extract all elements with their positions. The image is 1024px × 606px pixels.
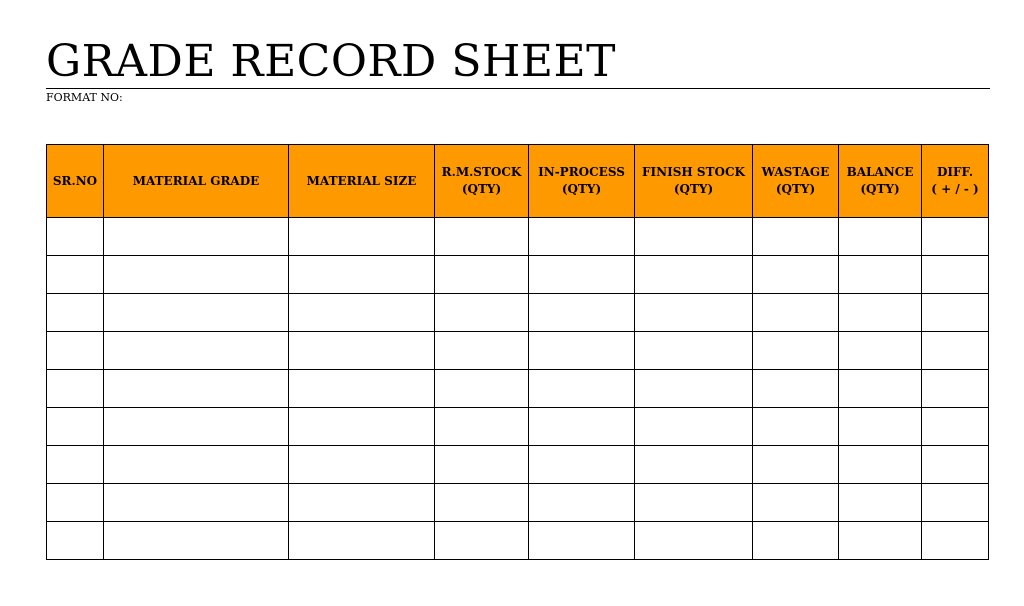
col-finish-stock: FINISH STOCK (QTY)	[635, 145, 753, 218]
table-row	[47, 256, 989, 294]
table-row	[47, 218, 989, 256]
grade-record-table	[46, 144, 989, 560]
format-number-label: FORMAT NO:	[46, 91, 123, 104]
table-row	[47, 332, 989, 370]
table-row	[47, 370, 989, 408]
table-row	[47, 294, 989, 332]
table-row	[47, 408, 989, 446]
col-in-process: IN-PROCESS (QTY)	[529, 145, 635, 218]
col-wastage: WASTAGE (QTY)	[753, 145, 839, 218]
col-material-grade: MATERIAL GRADE	[104, 145, 289, 218]
table-row	[47, 522, 989, 560]
title-underline	[46, 88, 990, 89]
col-rm-stock: R.M.STOCK (QTY)	[435, 145, 529, 218]
table-row	[47, 446, 989, 484]
table-row	[47, 484, 989, 522]
col-sr-no: SR.NO	[47, 145, 104, 218]
page-title: GRADE RECORD SHEET	[46, 36, 616, 87]
table-header-row	[47, 145, 989, 218]
col-balance: BALANCE (QTY)	[839, 145, 922, 218]
col-material-size: MATERIAL SIZE	[289, 145, 435, 218]
col-diff: DIFF. ( + / - )	[922, 145, 989, 218]
